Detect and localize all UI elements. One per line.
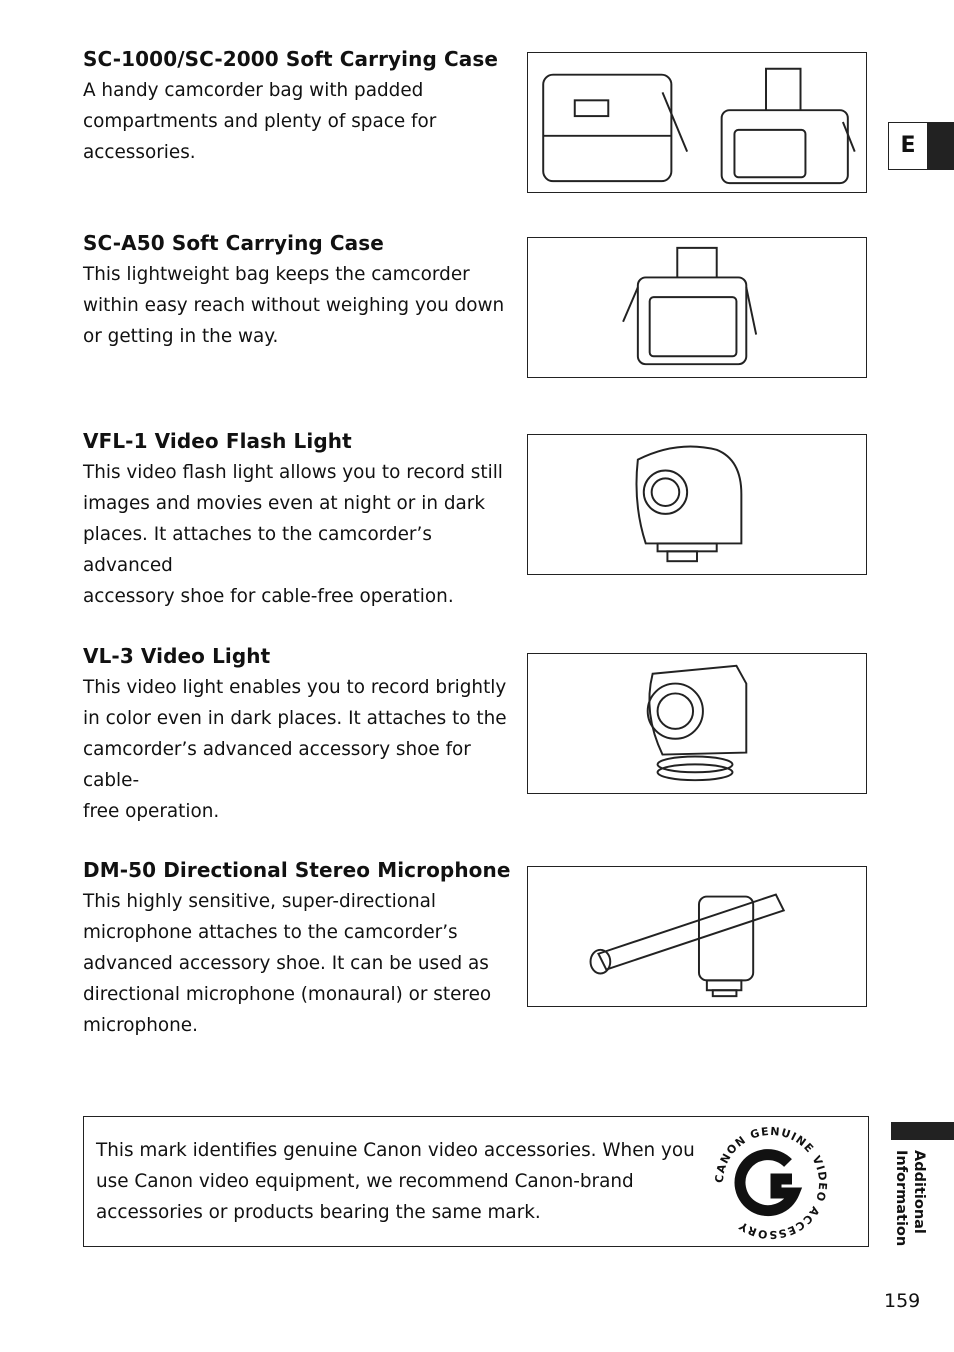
genuine-accessory-notice [83,1116,869,1247]
item-title: DM-50 Directional Stereo Microphone [83,858,511,882]
item-title: SC-1000/SC-2000 Soft Carrying Case [83,47,499,71]
sc1000-sc2000-image [527,52,867,193]
section-label [890,1150,940,1260]
page-number: 159 [884,1290,921,1312]
notice-text: This mark identifies genuine Canon video accessories. When you use Canon video equipment, we recommend Canon-brand accessories or products bearing the same mark. [96,1140,695,1223]
vfl1-image [527,434,867,575]
accessory-vl3 [83,644,513,827]
carrying-cases-illustration [528,53,866,192]
section-marker-bar [891,1122,954,1140]
video-light-illustration [528,654,866,793]
item-description: This video flash light allows you to record still images and movies even at night or in dark places. It attaches to the camcorder’s advanced accessory shoe for cable-free operation. [83,462,503,607]
section-label-line2: Information [893,1150,909,1247]
stereo-microphone-illustration [528,867,866,1006]
dm50-image [527,866,867,1007]
video-flash-light-illustration [528,435,866,574]
accessory-dm50 [83,858,513,1041]
accessory-sc1000-sc2000 [83,47,513,168]
accessory-sca50 [83,231,513,352]
language-tab-letter: E [888,122,928,170]
item-title: SC-A50 Soft Carrying Case [83,231,384,255]
item-title: VFL-1 Video Flash Light [83,429,352,453]
item-title: VL-3 Video Light [83,644,271,668]
section-label-line1: Additional [911,1150,927,1234]
vl3-image [527,653,867,794]
canon-genuine-accessory-logo [710,1123,832,1243]
carrying-case-illustration [528,238,866,377]
accessory-vfl1 [83,429,513,612]
item-description: This highly sensitive, super-directional microphone attaches to the camcorder’s advanced accessory shoe. It can be used as directional microphone (monaural) or stereo microphone. [83,891,492,1036]
sca50-image [527,237,867,378]
svg-text:CANON GENUINE VIDEO ACCESSORY: CANON GENUINE VIDEO ACCESSORY [712,1124,830,1242]
item-description: This lightweight bag keeps the camcorder within easy reach without weighing you down or getting in the way. [83,264,505,347]
item-description: A handy camcorder bag with padded compartments and plenty of space for accessories. [83,80,437,163]
language-tab-bar [927,122,954,170]
item-description: This video light enables you to record brightly in color even in dark places. It attaches to the camcorder’s advanced accessory shoe for cable- free operation. [83,677,507,822]
language-tab [888,122,954,170]
